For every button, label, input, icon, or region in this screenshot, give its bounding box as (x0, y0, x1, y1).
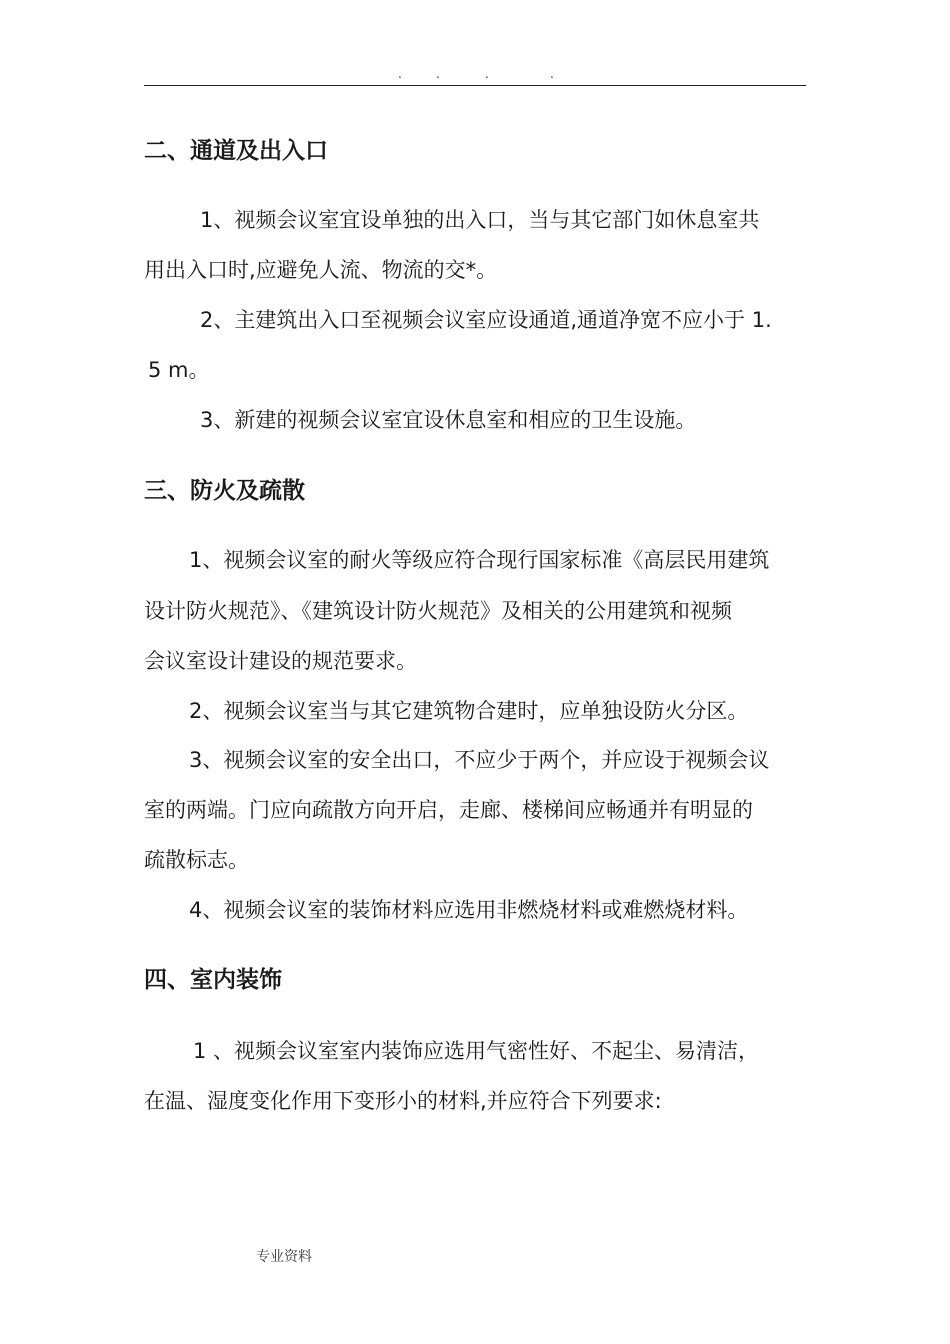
header-dot: . (398, 67, 402, 81)
paragraph-line: 3、视频会议室的安全出口，不应少于两个，并应设于视频会议 (189, 748, 770, 772)
paragraph-line: 疏散标志。 (144, 848, 249, 872)
paragraph-line: 设计防火规范》、《建筑设计防火规范》及相关的公用建筑和视频 (144, 599, 732, 623)
section-heading: 二、通道及出入口 (144, 138, 328, 164)
header-dot: . (550, 67, 554, 81)
paragraph-line: 1、视频会议室宜设单独的出入口，当与其它部门如休息室共 (200, 208, 760, 232)
header-dot: . (436, 67, 440, 81)
paragraph-line: 2、主建筑出入口至视频会议室应设通道,通道净宽不应小于 1. (200, 308, 772, 332)
paragraph-line: 室的两端。门应向疏散方向开启，走廊、楼梯间应畅通并有明显的 (144, 798, 753, 822)
paragraph-line: 1、视频会议室的耐火等级应符合现行国家标准《高层民用建筑 (189, 548, 770, 572)
header-dots (144, 68, 806, 82)
paragraph-line: 会议室设计建设的规范要求。 (144, 649, 417, 673)
paragraph-line: 2、视频会议室当与其它建筑物合建时，应单独设防火分区。 (189, 699, 749, 723)
paragraph-line: 4、视频会议室的装饰材料应选用非燃烧材料或难燃烧材料。 (189, 898, 749, 922)
paragraph-line: 3、新建的视频会议室宜设休息室和相应的卫生设施。 (200, 408, 697, 432)
header-dot: . (485, 67, 489, 81)
paragraph-line: 1 、视频会议室室内装饰应选用气密性好、不起尘、易清洁， (193, 1039, 760, 1063)
section-heading: 四、室内装饰 (144, 967, 282, 993)
header-rule (144, 85, 806, 86)
paragraph-line: 5 m。 (148, 358, 210, 382)
footer-label: 专业资料 (256, 1249, 312, 1265)
paragraph-line: 用出入口时,应避免人流、物流的交*。 (144, 258, 498, 282)
paragraph-line: 在温、湿度变化作用下变形小的材料,并应符合下列要求: (144, 1089, 662, 1113)
section-heading: 三、防火及疏散 (144, 478, 305, 504)
